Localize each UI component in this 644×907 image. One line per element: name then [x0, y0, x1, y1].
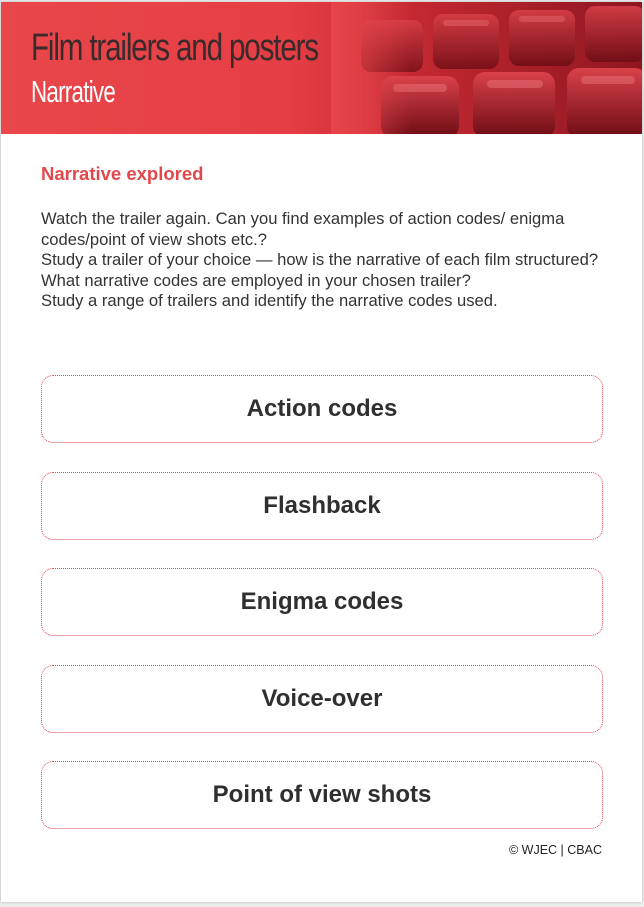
instruction-paragraph: Watch the trailer again. Can you find examples of action codes/ enigma codes/point of view shots etc.?	[41, 209, 565, 249]
instruction-paragraph: Study a trailer of your choice — how is the narrative of each film structured?	[41, 250, 599, 269]
code-box-voice-over: Voice-over	[41, 665, 603, 733]
code-box-action-codes: Action codes	[41, 375, 603, 443]
copyright-footer: © WJEC | CBAC	[508, 843, 602, 857]
code-box-point-of-view-shots: Point of view shots	[41, 761, 603, 829]
code-box-flashback: Flashback	[41, 472, 603, 540]
page-title: Film trailers and posters	[31, 27, 319, 69]
page-subtitle: Narrative	[31, 74, 116, 109]
section-heading: Narrative explored	[41, 163, 204, 184]
instruction-paragraph: Study a range of trailers and identify the narrative codes used.	[41, 291, 498, 310]
worksheet-page	[1, 2, 642, 902]
header-banner	[1, 2, 642, 134]
instruction-paragraph: What narrative codes are employed in your chosen trailer?	[41, 270, 471, 290]
code-box-enigma-codes: Enigma codes	[41, 568, 603, 636]
narrative-codes-list	[41, 375, 603, 858]
instructions-text	[41, 209, 611, 312]
